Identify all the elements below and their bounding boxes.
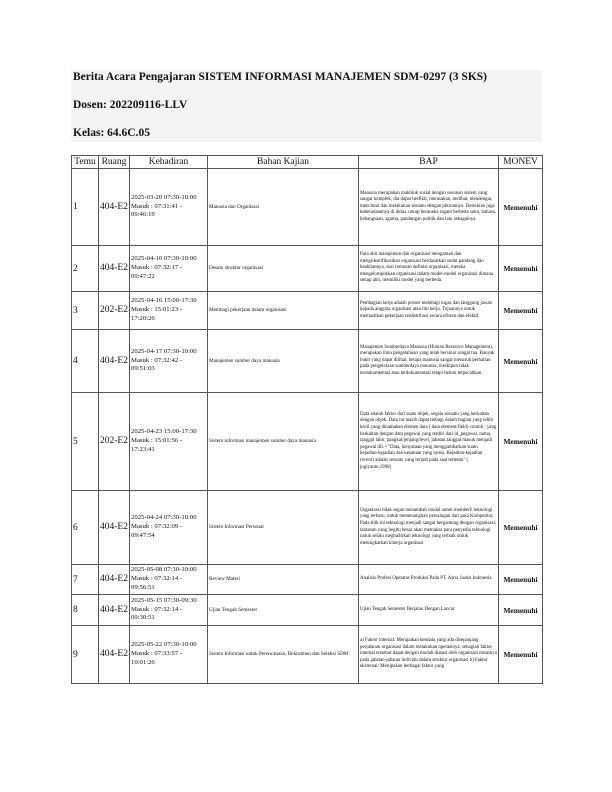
cell-bap: Organisasi tidak segan menambah modal untuk memberli teknologi yang terbaru, untuk memenangkan persaingan dari para Kompetitor. Pada titik ini teknologi menjadi sangat bergantung dengan organisasi, tantanan yang begitu besar akan memaksa para penyedia teknologi untuk selalu meghadirkan teknologi yang terbaik untuk meningkatkan kinerja organisasi xyxy=(359,491,499,565)
cell-bahan-kajian: Sistem Informasi Personal xyxy=(208,491,359,565)
cell-bahan-kajian: Manusia dan Organisasi xyxy=(208,169,359,246)
cell-kehadiran: 2025-04-10 07:30-10:00 Masuk : 07:32:17 - 09:47:22 xyxy=(130,246,208,292)
cell-monev: Memenuhi xyxy=(499,491,543,565)
cell-ruang: 404-E2 xyxy=(99,565,130,595)
cell-kehadiran: 2025-05-15 07:30-09:30 Masuk : 07:32:14 - 09:30:51 xyxy=(130,595,208,626)
cell-bahan-kajian: Sistem informasi manajemen sumber daya manusia xyxy=(208,393,359,491)
table-row xyxy=(72,626,543,684)
table-row xyxy=(72,393,543,491)
cell-ruang: 404-E2 xyxy=(99,626,130,684)
cell-monev: Memenuhi xyxy=(499,292,543,330)
cell-ruang: 202-E2 xyxy=(99,393,130,491)
cell-temu: 2 xyxy=(72,246,99,292)
cell-bap: Para ahli manajemen dan organisasi mengamati dan mengidentifikasikan organisasi berdasarkan sudut pandang dan keahliannya, dari rumusan definisi organisasi, mereka mengelompokkan organisasi dalam model-model organisasi dimana setiap ahli, memiliki model yang berbeda. xyxy=(359,246,499,292)
cell-bahan-kajian: Ujian Tengah Semester xyxy=(208,595,359,626)
cell-monev: Memenuhi xyxy=(499,626,543,684)
cell-kehadiran: 2025-04-17 07:30-10:00 Masuk : 07:32:42 - 09:51:03 xyxy=(130,330,208,393)
lecturer-label: Dosen: 202209116-LLV xyxy=(73,99,188,111)
cell-monev: Memenuhi xyxy=(499,169,543,246)
document-header xyxy=(71,70,542,142)
cell-bahan-kajian: Membagi pekerjaan dalam organisasi xyxy=(208,292,359,330)
cell-ruang: 404-E2 xyxy=(99,169,130,246)
column-header-bahan-kajian: Bahan Kajian xyxy=(208,156,359,169)
cell-ruang: 404-E2 xyxy=(99,330,130,393)
column-header-kehadiran: Kehadiran xyxy=(130,156,208,169)
table-row xyxy=(72,169,543,246)
cell-temu: 8 xyxy=(72,595,99,626)
cell-kehadiran: 2025-03-20 07:30-10:00 Masuk : 07:31:41 - 09:46:19 xyxy=(130,169,208,246)
cell-temu: 3 xyxy=(72,292,99,330)
table-header-row xyxy=(72,156,543,169)
cell-kehadiran: 2025-04-23 15:00-17:30 Masuk : 15:01:56 - 17:23:41 xyxy=(130,393,208,491)
cell-kehadiran: 2025-04-24 07:30-10:00 Masuk : 07:32:09 - 09:47:54 xyxy=(130,491,208,565)
column-header-temu: Temu xyxy=(72,156,99,169)
cell-monev: Memenuhi xyxy=(499,330,543,393)
table-row xyxy=(72,595,543,626)
cell-bap: Data adalah faktor dari suatu objek, segala sesuatu yang berkaitan dengan objek. Data ini masih dapat terbagi dalam bagian yang lebih kecil yang dinamakan elemen data ( data element/field) contoh : yang berkaitan dengan data pegawai yang terdiri dari id_pegawai, nama, tanggal lahir, pangkat/jenjang/level, jabatan,tanggal masuk menjadi pegawai dll. • "Data, kenyataan yang menggambarkan suatu kejadian-kejadian dan kesatuan yang nyata. Kejadian-kejadian (event) adalah sesuatu yang terjadi pada saat tertentu" ( jogiyanto,1990) xyxy=(359,393,499,491)
cell-bahan-kajian: Review Materi xyxy=(208,565,359,595)
cell-bap: Analisis Profesi Operator Produksi Pada PT. Astra Juoku Indonesia xyxy=(359,565,499,595)
cell-temu: 1 xyxy=(72,169,99,246)
cell-bap: Manajemen Sumberdaya Manusia (Human Resource Management), merupakan ilmu pengetahuan yang telah bersinar sangat tua. Banyak bukti yang dapat dilihat, betapa manusia sangat menaruh perhatian pada pengelolaan sumberdaya manusia, meskipun tidak terdokumentasi atau terdokumentasi tetapi belum terpecahkan. xyxy=(359,330,499,393)
table-row xyxy=(72,292,543,330)
column-header-bap: BAP xyxy=(359,156,499,169)
teaching-record-table xyxy=(71,155,543,684)
cell-kehadiran: 2025-04-16 15:00-17:30 Masuk : 15:01:23 - 17:20:26 xyxy=(130,292,208,330)
cell-temu: 9 xyxy=(72,626,99,684)
cell-ruang: 404-E2 xyxy=(99,246,130,292)
table-row xyxy=(72,491,543,565)
cell-bahan-kajian: Sistem Informasi untuk Perencanaan, Rekrutmen dan Seleksi SDM xyxy=(208,626,359,684)
cell-kehadiran: 2025-05-22 07:30-10:00 Masuk : 07:33:57 - 10:01:26 xyxy=(130,626,208,684)
cell-ruang: 404-E2 xyxy=(99,595,130,626)
cell-bap: Manusia merupakan makhluk sosial dengan susunan sistem yang sangat komplek, dia dapat berfikir, merasakan, melihat, mendengar, mencintai dan melakukan sesuatu dengan pikirannya. Demikian juga keberadaannya di dunia cukup beraneka ragam berbeda suku, bahasa, kebangsaan, agama, pandangan politik dan lain sebagainya xyxy=(359,169,499,246)
cell-monev: Memenuhi xyxy=(499,393,543,491)
cell-bahan-kajian: Desain struktur organisasi xyxy=(208,246,359,292)
table-row xyxy=(72,246,543,292)
cell-kehadiran: 2025-05-08 07:30-10:00 Masuk : 07:32:14 - 09:56:51 xyxy=(130,565,208,595)
cell-bap: Pembagian kerja adalah proses membagi tugas dan tanggung jawab kepada anggota organisasi atau tim kerja. Tujuannya untuk memastikan pekerjaan terdistribusi secara efisien dan efektif. xyxy=(359,292,499,330)
document-title: Berita Acara Pengajaran SISTEM INFORMASI MANAJEMEN SDM-0297 (3 SKS) xyxy=(73,71,487,83)
table-row xyxy=(72,565,543,595)
column-header-ruang: Ruang xyxy=(99,156,130,169)
cell-temu: 4 xyxy=(72,330,99,393)
cell-ruang: 404-E2 xyxy=(99,491,130,565)
class-label: Kelas: 64.6C.05 xyxy=(73,127,150,139)
cell-bap: a) Faktor internal: Merupakan kendala yang ada disepanjang perjalanan organisasi dalam melakukan operasinya, sebagian faktor internal tersebut dapat dengan mudah diatasi oleh organisasi misalnya pada jabatan-jabatan individu dalam struktur organisasi b) Faktor eksternal: Merupakan berbagai faktor yang xyxy=(359,626,499,684)
column-header-monev: MONEV xyxy=(499,156,543,169)
cell-temu: 5 xyxy=(72,393,99,491)
cell-bahan-kajian: Manajemen sumber daya manusia xyxy=(208,330,359,393)
cell-monev: Memenuhi xyxy=(499,595,543,626)
cell-temu: 7 xyxy=(72,565,99,595)
cell-temu: 6 xyxy=(72,491,99,565)
cell-monev: Memenuhi xyxy=(499,246,543,292)
cell-bap: Ujian Tengah Semester Berjalan Dengan Lancar xyxy=(359,595,499,626)
cell-monev: Memenuhi xyxy=(499,565,543,595)
cell-ruang: 202-E2 xyxy=(99,292,130,330)
table-row xyxy=(72,330,543,393)
